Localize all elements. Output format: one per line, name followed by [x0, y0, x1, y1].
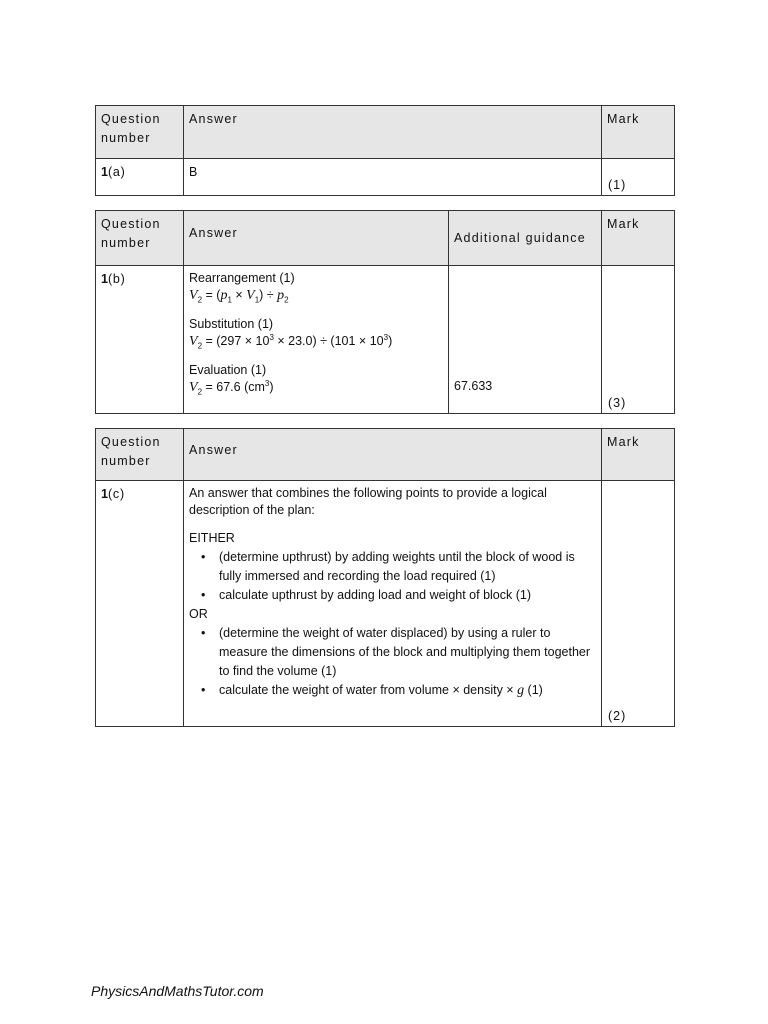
- or-label: OR: [189, 607, 208, 621]
- list-item: • calculate the weight of water from volume × density × g (1): [189, 681, 596, 700]
- answer-cell: [184, 481, 602, 727]
- list-item: • calculate upthrust by adding load and weight of block (1): [189, 586, 596, 605]
- substitution-label: Substitution (1): [189, 317, 274, 331]
- substitution-equation: $V_2 = (297 \times 10^3 \times 23.0) \div (101 \times 10^3)$: [189, 332, 393, 351]
- either-points-list: [189, 548, 596, 605]
- mark-value: (1): [608, 178, 627, 192]
- either-label: EITHER: [189, 531, 235, 545]
- mark-value: (3): [608, 396, 627, 410]
- or-points-list: [189, 624, 596, 700]
- question-part: (c): [107, 487, 125, 501]
- evaluation-label: Evaluation (1): [189, 363, 267, 377]
- question-number-cell: [96, 481, 184, 727]
- additional-guidance-cell: 67.633: [449, 266, 602, 414]
- header-additional-guidance: Additional guidance: [449, 211, 602, 266]
- rearrangement-equation: $V_2 = (p_1 \times V_1) \div p_2$: [189, 288, 289, 305]
- mark-scheme-table-1a: [95, 105, 675, 196]
- answer-intro: An answer that combines the following points to provide a logical description of the plan:: [189, 486, 547, 517]
- list-item: • (determine the weight of water displaced) by using a ruler to measure the dimensions of the block and multiplying them together to find the volume (1): [189, 624, 596, 681]
- answer-cell: [184, 266, 449, 414]
- evaluation-equation: $V_2 = 67.6$ $(cm^3)$: [189, 378, 274, 397]
- mark-scheme-table-1b: [95, 210, 675, 414]
- header-mark: Mark: [602, 106, 675, 159]
- mark-cell: [602, 481, 675, 727]
- header-answer: Answer: [184, 106, 602, 159]
- question-number: 1: [101, 487, 108, 501]
- answer-cell: B: [184, 159, 602, 196]
- rearrangement-label: Rearrangement (1): [189, 271, 295, 285]
- question-part: (b): [107, 272, 126, 286]
- footer-site-name: PhysicsAndMathsTutor.com: [91, 983, 264, 999]
- mark-value: (2): [608, 709, 627, 723]
- header-answer: Answer: [184, 429, 602, 481]
- mark-cell: [602, 266, 675, 414]
- question-number-cell: [96, 266, 184, 414]
- mark-scheme-table-1c: [95, 428, 675, 727]
- header-question-number: Question number: [96, 106, 184, 159]
- list-item: • (determine upthrust) by adding weights until the block of wood is fully immersed and recording the load required (1): [189, 548, 596, 586]
- question-number: 1: [101, 165, 108, 179]
- header-mark: Mark: [602, 211, 675, 266]
- question-number-cell: [96, 159, 184, 196]
- mark-cell: [602, 159, 675, 196]
- question-part: (a): [107, 165, 126, 179]
- header-question-number: Question number: [96, 429, 184, 481]
- header-mark: Mark: [602, 429, 675, 481]
- header-answer: Answer: [184, 211, 449, 266]
- header-question-number: Question number: [96, 211, 184, 266]
- question-number: 1: [101, 272, 108, 286]
